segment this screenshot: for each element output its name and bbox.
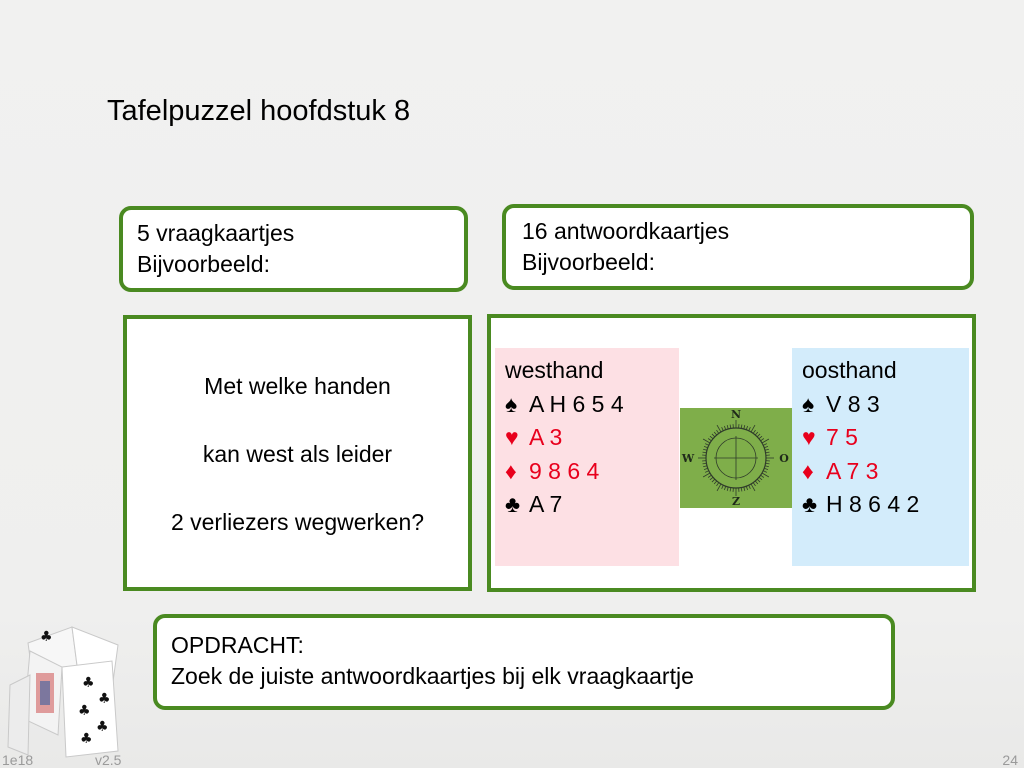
east-clubs: H 8 6 4 2 bbox=[826, 491, 920, 517]
footer-version: v2.5 bbox=[95, 752, 122, 768]
answer-cards-box bbox=[502, 204, 974, 290]
card-house-icon bbox=[0, 615, 135, 765]
card-house-side-card bbox=[8, 675, 30, 755]
west-diamonds-row bbox=[505, 455, 669, 489]
diamond-icon: ♦ bbox=[802, 457, 814, 484]
club-icon: ♣ bbox=[98, 691, 111, 707]
question-cards-box bbox=[119, 206, 468, 292]
east-hearts-row bbox=[802, 421, 959, 455]
west-hearts: A 3 bbox=[529, 424, 563, 450]
footer-code: 1e18 bbox=[2, 752, 34, 768]
question-line-1: Met welke handen bbox=[204, 373, 391, 399]
west-clubs-row bbox=[505, 488, 669, 522]
compass-south-label: Z bbox=[731, 495, 741, 508]
question-card bbox=[123, 315, 472, 591]
east-diamonds-row bbox=[802, 455, 959, 489]
assignment-text: Zoek de juiste antwoordkaartjes bij elk vraagkaartje bbox=[171, 663, 694, 689]
spade-icon: ♠ bbox=[505, 390, 518, 417]
west-hearts-row bbox=[505, 421, 669, 455]
east-spades-row bbox=[802, 388, 959, 422]
card-house-face-card bbox=[36, 673, 54, 713]
heart-icon: ♥ bbox=[802, 424, 816, 450]
west-hand-label: westhand bbox=[505, 357, 604, 383]
question-line-2: kan west als leider bbox=[202, 441, 393, 467]
club-icon: ♣ bbox=[40, 629, 53, 645]
slide-title: Tafelpuzzel hoofdstuk 8 bbox=[107, 95, 411, 127]
club-icon: ♣ bbox=[78, 703, 91, 719]
club-icon: ♣ bbox=[505, 491, 521, 517]
west-diamonds: 9 8 6 4 bbox=[529, 457, 600, 484]
diamond-icon: ♦ bbox=[505, 457, 517, 484]
heart-icon: ♥ bbox=[505, 424, 519, 450]
question-line-3: 2 verliezers wegwerken? bbox=[170, 509, 425, 535]
assignment-heading: OPDRACHT: bbox=[171, 632, 304, 658]
club-icon: ♣ bbox=[80, 731, 93, 747]
east-hearts: 7 5 bbox=[826, 424, 858, 450]
compass-east-label: O bbox=[779, 452, 789, 465]
club-icon: ♣ bbox=[82, 675, 95, 691]
compass-north-label: N bbox=[730, 408, 742, 421]
east-hand-label: oosthand bbox=[802, 357, 897, 383]
answer-card bbox=[487, 314, 976, 592]
club-icon: ♣ bbox=[802, 491, 818, 517]
question-cards-example-label: Bijvoorbeeld: bbox=[137, 251, 270, 277]
west-spades-row bbox=[505, 388, 669, 422]
answer-cards-count: 16 antwoordkaartjes bbox=[522, 218, 730, 244]
answer-cards-example-label: Bijvoorbeeld: bbox=[522, 249, 655, 275]
west-spades: A H 6 5 4 bbox=[529, 390, 624, 417]
assignment-box bbox=[153, 614, 895, 710]
east-diamonds: A 7 3 bbox=[826, 457, 879, 484]
compass-west-label: W bbox=[681, 452, 695, 465]
spade-icon: ♠ bbox=[802, 390, 815, 417]
compass-icon bbox=[680, 408, 792, 508]
east-hand bbox=[792, 348, 969, 566]
west-clubs: A 7 bbox=[529, 491, 563, 517]
question-cards-count: 5 vraagkaartjes bbox=[137, 220, 295, 246]
east-clubs-row bbox=[802, 488, 959, 522]
east-spades: V 8 3 bbox=[826, 390, 880, 417]
page-number: 24 bbox=[1002, 752, 1018, 768]
west-hand bbox=[495, 348, 679, 566]
club-icon: ♣ bbox=[96, 719, 109, 735]
